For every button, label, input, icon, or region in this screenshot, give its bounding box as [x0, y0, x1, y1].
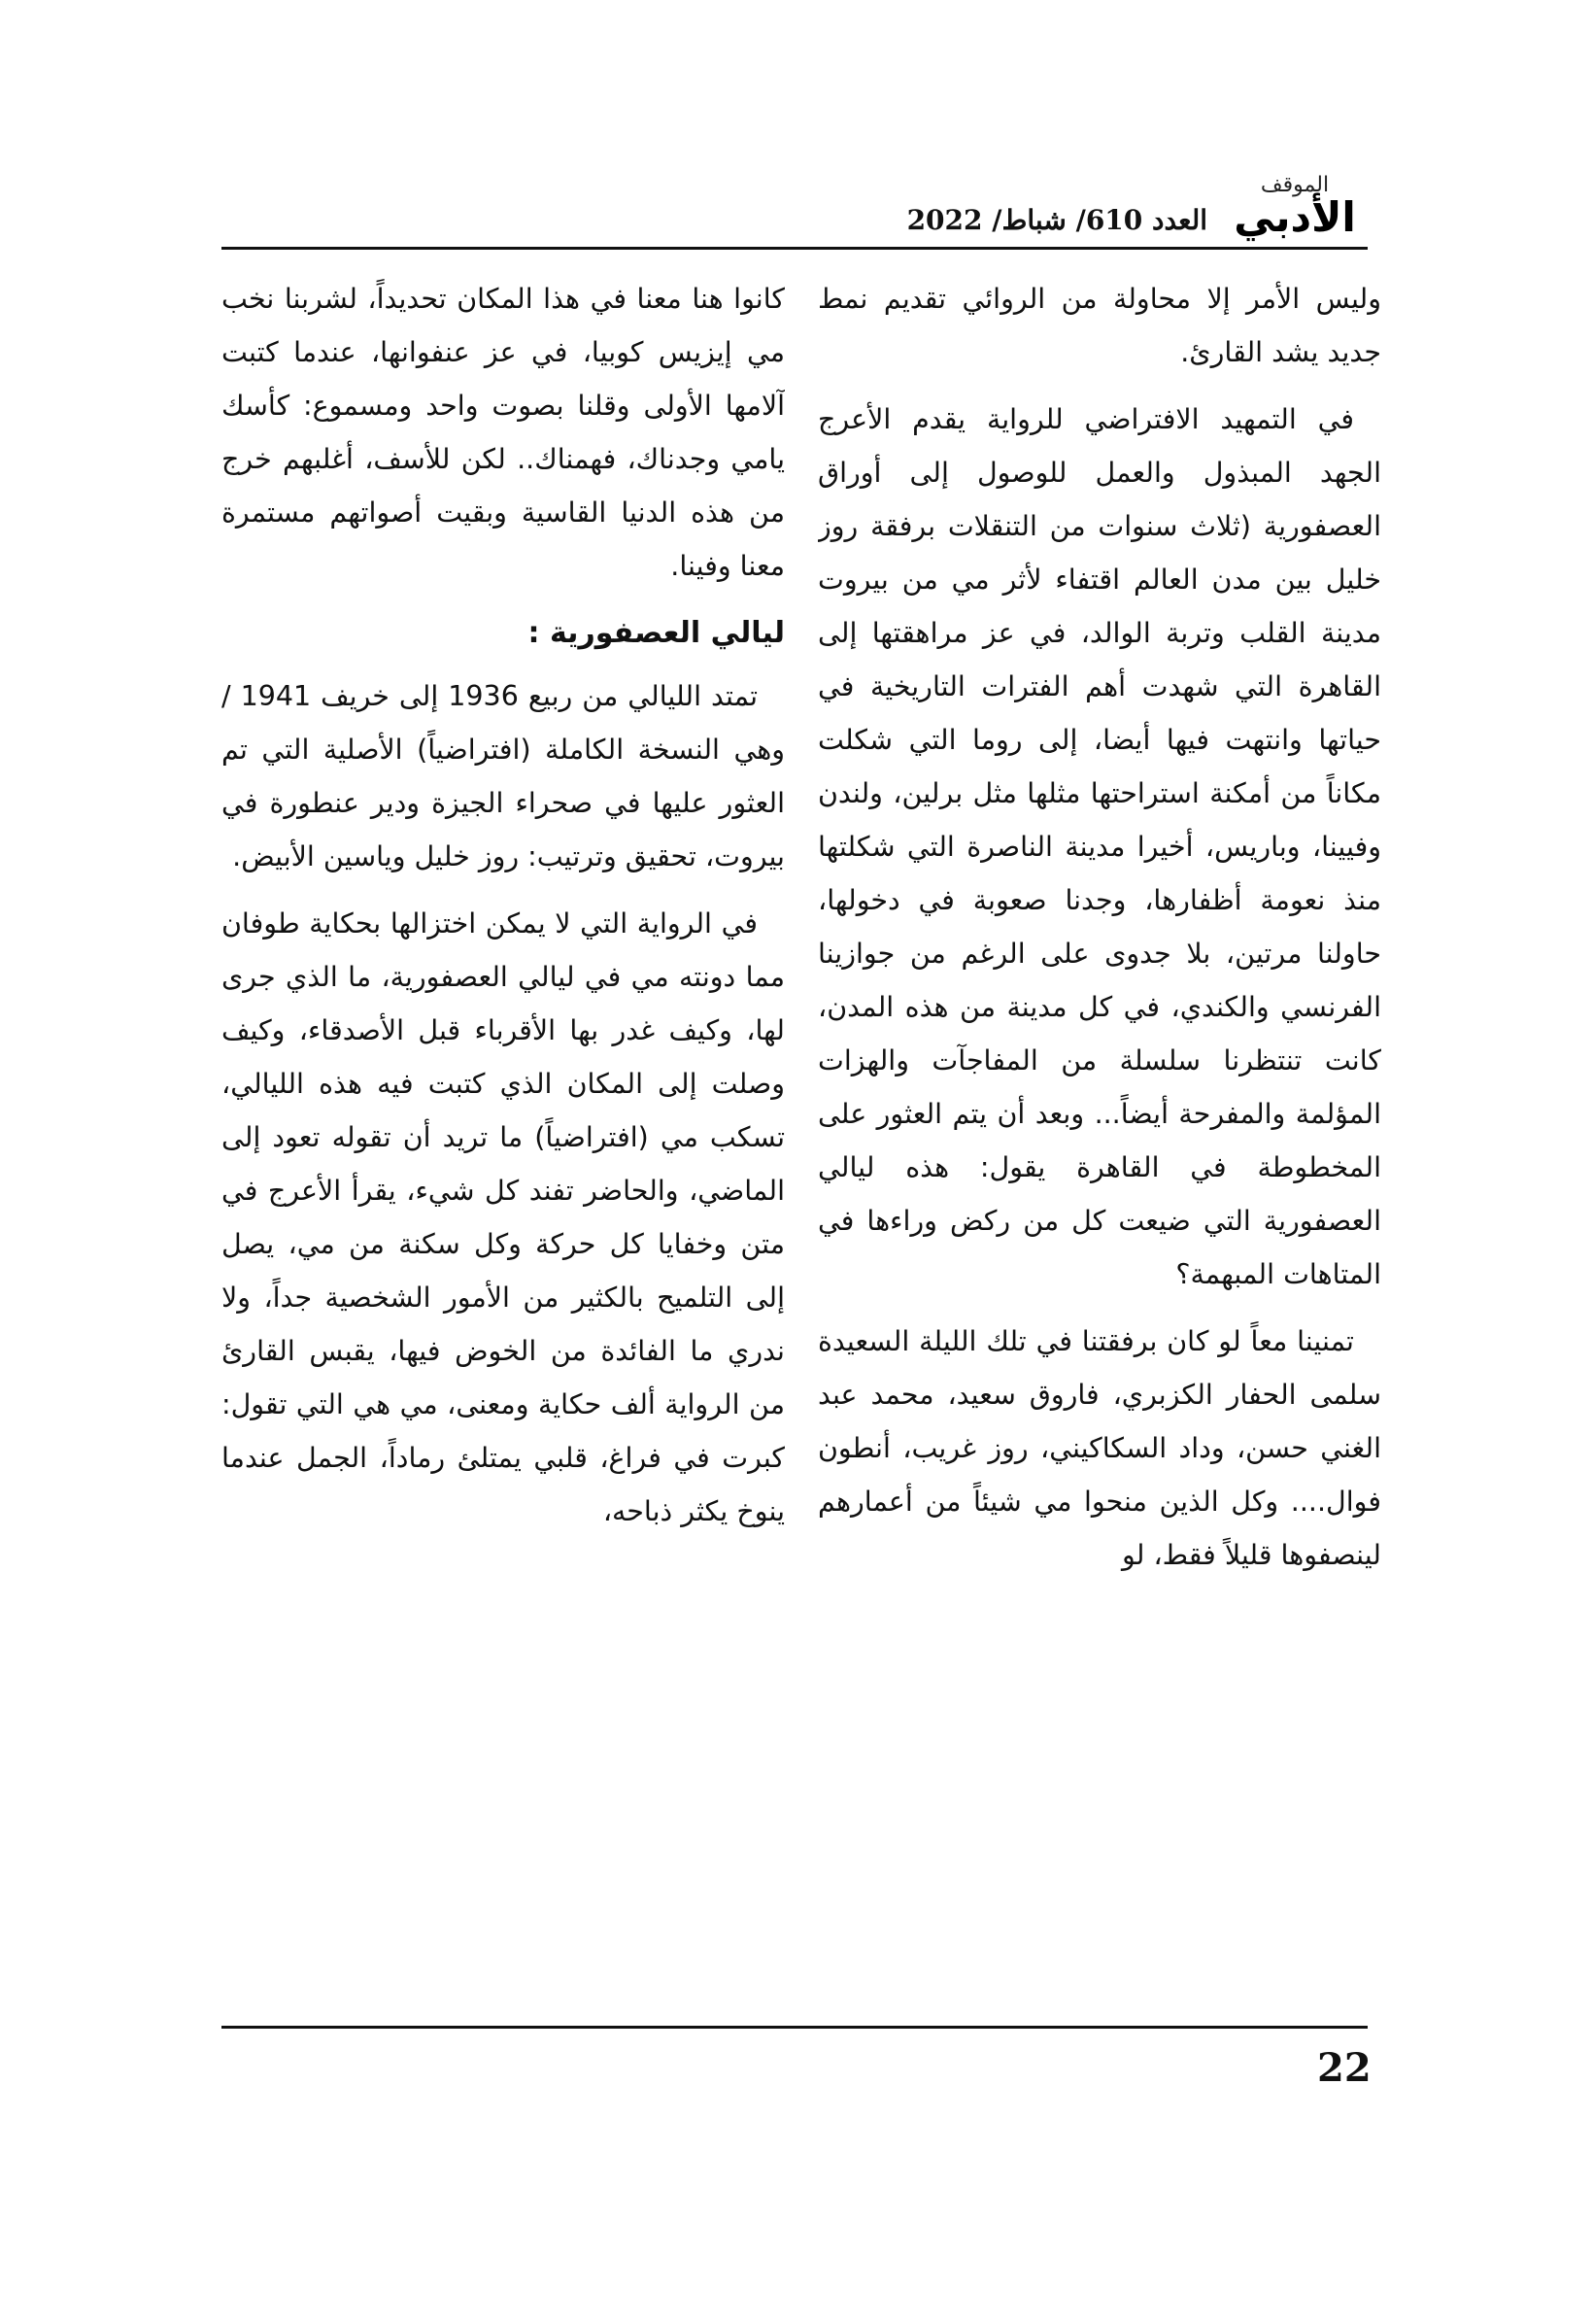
paragraph: وليس الأمر إلا محاولة من الروائي تقديم نمط جديد يشد القارئ. [818, 283, 1381, 368]
page-header [221, 175, 1368, 243]
logo-top-text: الموقف [1260, 173, 1330, 197]
logo-main-text: الأدبي [1234, 193, 1356, 241]
issue-info: العدد 610/ شباط/ 2022 [906, 204, 1207, 236]
header-divider [221, 247, 1368, 250]
paragraph: كانوا هنا معنا في هذا المكان تحديداً، لشربنا نخب مي إيزيس كوبيا، في عز عنفوانها، عندما كتبت آلامها الأولى وقلنا بصوت واحد ومسموع: كأسك يامي وجدناك، فهمناك.. لكن للأسف، أغلبهم خرج من هذه الدنيا القاسية وبقيت أصواتهم مستمرة معنا وفينا. [221, 283, 785, 582]
paragraph: تمتد الليالي من ربيع 1936 إلى خريف 1941 / وهي النسخة الكاملة (افتراضياً) الأصلية التي تم العثور عليها في صحراء الجيزة ودير عنطورة في بيروت، تحقيق وترتيب: روز خليل وياسين الأبيض. [221, 680, 785, 872]
article-column-right [818, 272, 1381, 2011]
paragraph: تمنينا معاً لو كان برفقتنا في تلك الليلة السعيدة سلمى الحفار الكزبري، فاروق سعيد، محمد عبد الغني حسن، وداد السكاكيني، روز غريب، أنطون فوال.... وكل الذين منحوا مي شيئاً من أعمارهم لينصفوها قليلاً فقط، لو [818, 1325, 1381, 1571]
paragraph: في الرواية التي لا يمكن اختزالها بحكاية طوفان مما دونته مي في ليالي العصفورية، ما الذي جرى لها، وكيف غدر بها الأقرباء قبل الأصدقاء، وكيف وصلت إلى المكان الذي كتبت فيه هذه الليالي، تسكب مي (افتراضياً) ما تريد أن تقوله تعود إلى الماضي، والحاضر تفند كل شيء، يقرأ الأعرج في متن وخفايا كل حركة وكل سكنة من مي، يصل إلى التلميح بالكثير من الأمور الشخصية جداً، ولا ندري ما الفائدة من الخوض فيها، يقبس القارئ من الرواية ألف حكاية ومعنى، مي هي التي تقول: كبرت في فراغ، قلبي يمتلئ رماداً، الجمل عندما ينوخ يكثر ذباحه، [221, 907, 785, 1527]
magazine-logo [1222, 175, 1368, 243]
page-number: 22 [1317, 2045, 1372, 2091]
article-column-left [221, 272, 785, 2011]
section-heading: ليالي العصفورية : [527, 616, 785, 650]
paragraph: في التمهيد الافتراضي للرواية يقدم الأعرج الجهد المبذول والعمل للوصول إلى أوراق العصفورية (ثلاث سنوات من التنقلات برفقة روز خليل بين مدن العالم اقتفاء لأثر مي من بيروت مدينة القلب وتربة الوالد، في عز مراهقتها إلى القاهرة التي شهدت أهم الفترات التاريخية في حياتها وانتهت فيها أيضا، إلى روما التي شكلت مكاناً من أمكنة استراحتها مثلها مثل برلين، ولندن وفيينا، وباريس، أخيرا مدينة الناصرة التي شكلتها منذ نعومة أظفارها، وجدنا صعوبة في دخولها، حاولنا مرتين، بلا جدوى على الرغم من جوازينا الفرنسي والكندي، في كل مدينة من هذه المدن، كانت تنتظرنا سلسلة من المفاجآت والهزات المؤلمة والمفرحة أيضاً... وبعد أن يتم العثور على المخطوطة في القاهرة يقول: هذه ليالي العصفورية التي ضيعت كل من ركض وراءها في المتاهات المبهمة؟ [818, 403, 1381, 1290]
footer-divider [221, 2026, 1368, 2029]
